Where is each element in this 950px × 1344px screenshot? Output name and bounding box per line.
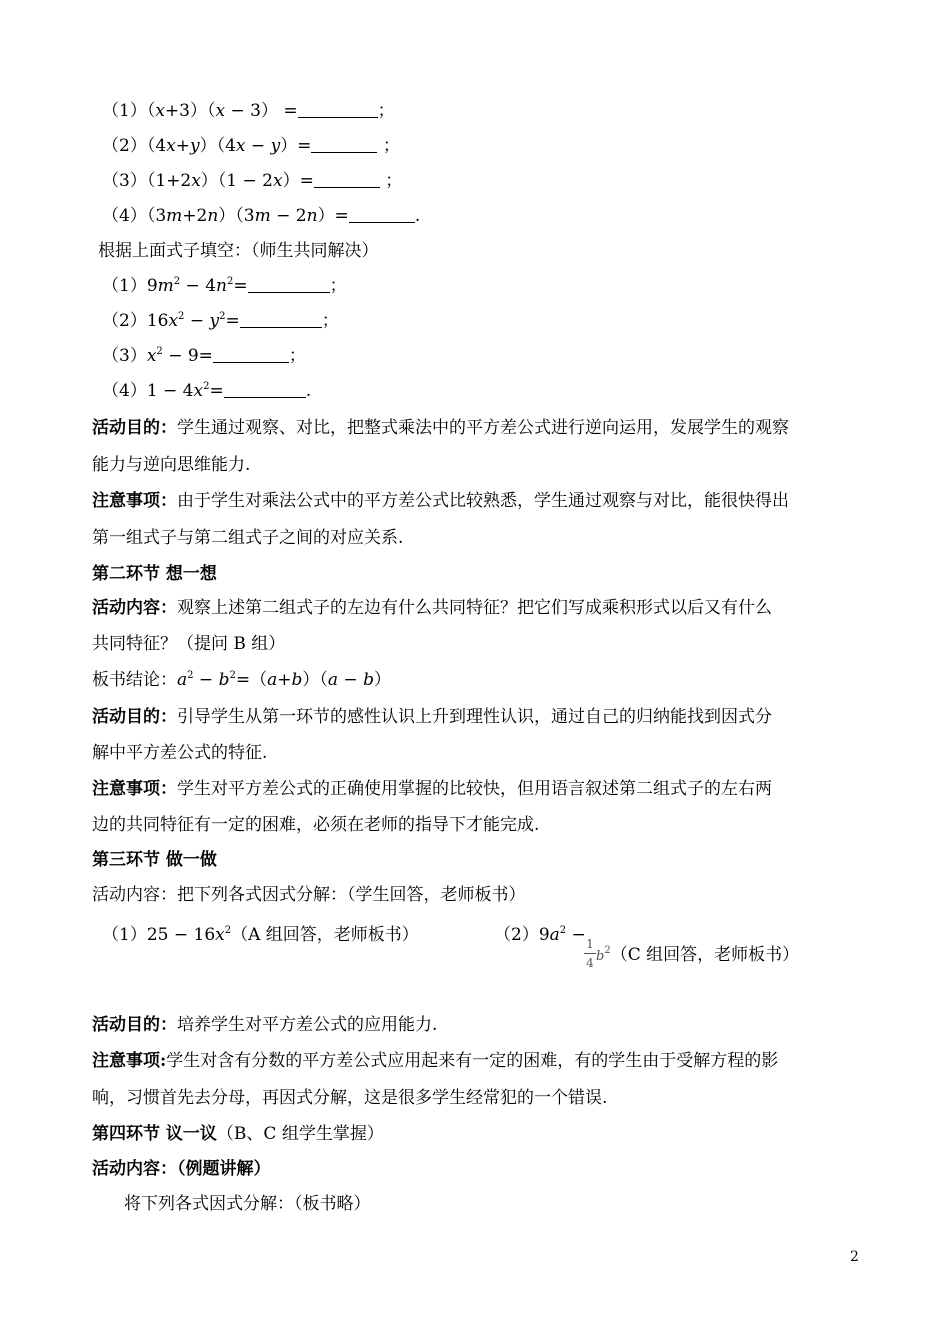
fraction-one-quarter: 1 4 [583,937,597,970]
answer-blank [213,346,289,363]
sec2-note-cont: 边的共同特征有一定的困难，必须在老师的指导下才能完成. [92,815,540,835]
answer-blank [314,171,380,188]
answer-blank [349,206,415,223]
sec3-title: 第三环节 做一做 [92,850,217,870]
exercise-2-4: $(4)1 - 4x^2=$ . [102,381,312,401]
sec2-title: 第二环节 想一想 [92,564,217,584]
sec2-note: 注意事项：学生对平方差公式的正确使用掌握的比较快，但用语言叙述第二组式子的左右两 [92,779,772,799]
sec4-content: 活动内容：（例题讲解） [92,1159,271,1179]
sec3-purpose: 活动目的：培养学生对平方差公式的应用能力. [92,1015,438,1035]
exercise-1-2: （2）（4x+y）（4x − y）= ； [102,136,400,156]
sec2-content-cont: 共同特征？（提问 B 组） [92,634,286,654]
sec3-content: 活动内容：把下列各式因式分解：（学生回答，老师板书） [92,885,526,905]
exercise-1-3: （3）（1+2x）（1 − 2x）= ； [102,171,403,191]
exercise-2-3: $(3)x^2 - 9=$ ； [102,346,306,366]
exercise-2-2: $(2)16x^2 - y^2=$ ； [102,311,339,331]
exercise-2-1: $(1)9m^2 - 4n^2=$ ； [102,276,347,296]
answer-blank [240,311,322,328]
answer-blank [248,276,330,293]
exercise-3-2-tail: $b^2(C$ 组回答，老师板书） [596,945,800,965]
exercise-3-1: $(1)25 - 16x^2(A$ 组回答，老师板书） [102,925,419,945]
sec1-purpose-cont: 能力与逆向思维能力. [92,455,251,475]
sec1-note: 注意事项：由于学生对乘法公式中的平方差公式比较熟悉，学生通过观察与对比，能很快得出 [92,491,789,511]
fill-intro: 根据上面式子填空：（师生共同解决） [98,241,379,261]
answer-blank [311,136,377,153]
sec4-title: 第四环节 议一议（B、C 组学生掌握） [92,1124,384,1144]
board-conclusion: 板书结论：$a^2 - b^2=(a+b)(a - b)$ [92,670,391,690]
sec2-purpose-cont: 解中平方差公式的特征. [92,743,268,763]
page-number: 2 [850,1249,859,1265]
sec2-content: 活动内容：观察上述第二组式子的左边有什么共同特征？把它们写成乘积形式以后又有什么 [92,598,772,618]
sec2-purpose: 活动目的：引导学生从第一环节的感性认识上升到理性认识，通过自己的归纳能找到因式分 [92,707,772,727]
sec3-note-cont: 响，习惯首先去分母，再因式分解，这是很多学生经常犯的一个错误. [92,1088,608,1108]
exercise-1-4: （4）（3m+2n）（3m − 2n）= . [102,206,421,226]
sec1-purpose: 活动目的：学生通过观察、对比，把整式乘法中的平方差公式进行逆向运用，发展学生的观察 [92,418,789,438]
sec1-note-cont: 第一组式子与第二组式子之间的对应关系. [92,528,404,548]
exercise-1-1: （1）（x+3）（x − 3） = ； [102,101,395,121]
sec4-task: 将下列各式因式分解：（板书略） [124,1194,371,1214]
sec3-note: 注意事项:学生对含有分数的平方差公式应用起来有一定的困难，有的学生由于受解方程的影 [92,1051,779,1071]
exercise-3-2: $(2)9a^2$ − [494,925,586,945]
answer-blank [224,381,306,398]
answer-blank [298,101,378,118]
